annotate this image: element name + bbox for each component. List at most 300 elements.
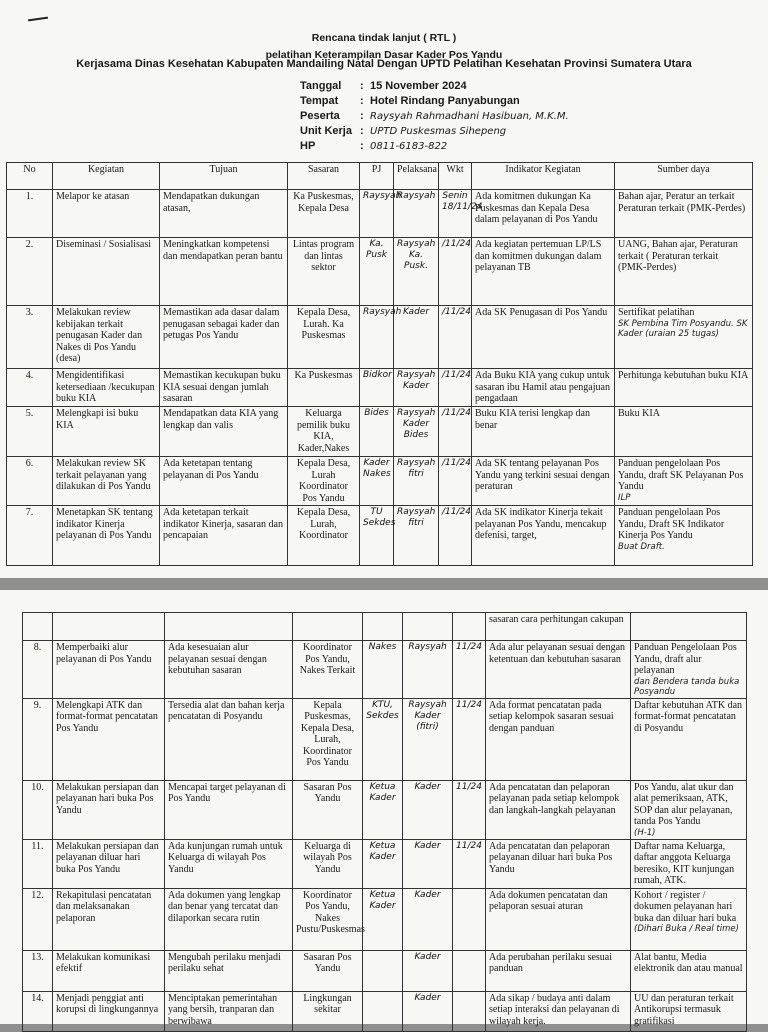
indikator-cell-text: Ada dokumen pencatatan dan pelaporan sesuai aturan	[489, 889, 608, 912]
kegiatan-cell	[53, 613, 165, 641]
rtl-table-page-2	[22, 612, 747, 1032]
tujuan-cell	[160, 369, 288, 407]
sasaran-cell	[288, 506, 360, 566]
pelaksana-cell	[394, 506, 439, 566]
table-row	[7, 306, 753, 369]
sumber-daya-cell-text: Bahan ajar, Peratur an terkait Peraturan terkait (PMK-Perdes)	[618, 191, 746, 214]
wkt-cell-text: /11/24	[442, 507, 471, 517]
tujuan-cell-text: Tersedia alat dan bahan kerja pencatatan di Posyandu	[168, 699, 285, 722]
indikator-cell	[486, 950, 631, 991]
sasaran-cell-text: Koordinator Pos Yandu, Nakes Pustu/Puskesmas	[296, 889, 365, 935]
row-number-text: 14.	[31, 992, 44, 1004]
document-page-2	[0, 590, 768, 1027]
pelaksana-cell	[403, 613, 453, 641]
sumber-daya-cell	[631, 613, 747, 641]
tujuan-cell-text: Mendapatkan data KIA yang lengkap dan valis	[163, 408, 279, 431]
sumber-daya-cell	[631, 641, 747, 699]
wkt-cell-text: /11/24	[442, 408, 471, 418]
sumber-daya-cell	[631, 839, 747, 888]
kegiatan-cell-text: Melapor ke atasan	[56, 191, 130, 202]
sumber-daya-cell-text: Pos Yandu, alat ukur dan alat pemeriksaan, ATK, SOP dan alur pelayanan, tanda Pos Yandu	[634, 781, 734, 827]
table-row	[23, 991, 747, 1031]
tujuan-cell	[165, 698, 293, 780]
row-number	[7, 506, 53, 566]
kegiatan-cell	[53, 839, 165, 888]
table-row	[23, 780, 747, 839]
column-header: Indikator Kegiatan	[472, 163, 615, 190]
handwritten-note: ILP	[618, 492, 631, 503]
indikator-cell	[486, 698, 631, 780]
table-row	[23, 839, 747, 888]
field-label: Tempat	[300, 95, 339, 107]
tujuan-cell-text: Mendapatkan dukungan atasan,	[163, 191, 260, 214]
pj-cell-text: Bidkor	[363, 370, 392, 380]
field-separator: :	[360, 95, 364, 107]
row-number	[23, 641, 53, 699]
sasaran-cell-text: Kepala Desa, Lurah Koordinator Pos Yandu	[296, 458, 351, 504]
kegiatan-cell-text: Mengidentifikasi ketersediaan /kecukupan buku KIA	[56, 370, 155, 404]
row-number	[7, 306, 53, 369]
row-number-text: 7.	[25, 507, 34, 518]
kegiatan-cell	[53, 641, 165, 699]
field-value: 15 November 2024	[370, 80, 467, 92]
field-separator: :	[360, 80, 364, 92]
sumber-daya-cell	[631, 780, 747, 839]
table-row	[23, 888, 747, 950]
kegiatan-cell	[53, 780, 165, 839]
field-tempat	[300, 95, 520, 107]
indikator-cell-text: Ada SK tentang pelayanan Pos Yandu yang terkini sesuai dengan peraturan	[475, 458, 610, 492]
table-body	[7, 190, 753, 566]
wkt-cell	[453, 613, 486, 641]
sasaran-cell-text: Kepala Desa, Lurah. Ka Puskesmas	[296, 307, 351, 341]
tujuan-cell	[165, 888, 293, 950]
handwritten-note: SK Pembina Tim Posyandu. SK Kader (uraian 25 tugas)	[618, 318, 748, 339]
table-row	[23, 698, 747, 780]
wkt-cell	[453, 950, 486, 991]
wkt-cell	[439, 306, 472, 369]
sumber-daya-cell-text: Panduan pengelolaan Pos Yandu, draft SK Pelayanan Pos Yandu	[618, 458, 744, 492]
pj-cell	[360, 457, 394, 506]
row-number	[7, 457, 53, 506]
kegiatan-cell-text: Melakukan persiapan dan pelayanan diluar hari buka Pos Yandu	[56, 840, 159, 875]
pelaksana-cell	[394, 238, 439, 306]
document-org-line: Kerjasama Dinas Kesehatan Kabupaten Mandailing Natal Dengan UPTD Pelatihan Kesehatan Provinsi Sumatera Utara	[76, 58, 692, 70]
row-number-text: 1.	[25, 191, 34, 202]
column-header: Pelaksana	[394, 163, 439, 190]
tujuan-cell-text: Ada ketetapan terkait indikator Kinerja, sasaran dan pencapaian	[163, 507, 283, 541]
wkt-cell	[453, 839, 486, 888]
wkt-cell-text: 11/24	[456, 642, 482, 652]
kegiatan-cell-text: Melakukan komunikasi efektif	[56, 951, 151, 974]
tujuan-cell	[160, 190, 288, 238]
row-number-text: 2.	[25, 239, 34, 250]
wkt-cell	[453, 888, 486, 950]
wkt-cell	[439, 238, 472, 306]
indikator-cell-text: Ada sikap / budaya anti dalam setiap interaksi dan pelayanan di wilayah kerja.	[489, 992, 620, 1027]
row-number-text: 9.	[33, 699, 42, 711]
pelaksana-cell	[403, 698, 453, 780]
field-label: Peserta	[300, 110, 340, 122]
tujuan-cell	[165, 780, 293, 839]
field-value: UPTD Puskesmas Sihepeng	[370, 126, 507, 137]
pelaksana-cell-text: Raysyah Kader	[397, 370, 436, 391]
pelaksana-cell	[403, 839, 453, 888]
pelaksana-cell	[403, 991, 453, 1031]
field-label: HP	[300, 140, 316, 152]
indikator-cell	[472, 369, 615, 407]
row-number	[7, 369, 53, 407]
sasaran-cell-text: Keluarga di wilayah Pos Yandu	[303, 840, 352, 875]
kegiatan-cell	[53, 306, 160, 369]
indikator-cell-text: sasaran cara perhitungan cakupan	[489, 614, 624, 625]
sumber-daya-cell-text: Panduan pengelolaan Pos Yandu, Draft SK Indikator Kinerja Pos Yandu	[618, 507, 725, 541]
tujuan-cell-text: Ada ketetapan tentang pelayanan di Pos Yandu	[163, 458, 259, 481]
kegiatan-cell-text: Melakukan review kebijakan terkait penugasan Kader dan Nakes di Pos Yandu (desa)	[56, 307, 143, 364]
row-number-text: 5.	[25, 408, 34, 419]
sasaran-cell	[293, 613, 363, 641]
pj-cell-text: Raysyah	[363, 191, 402, 201]
sumber-daya-cell	[615, 506, 753, 566]
table-header-row	[7, 163, 753, 190]
indikator-cell	[486, 613, 631, 641]
kegiatan-cell-text: Melakukan review SK terkait pelayanan yang dilakukan di Pos Yandu	[56, 458, 151, 492]
row-number	[23, 780, 53, 839]
indikator-cell-text: Ada perubahan perilaku sesuai panduan	[489, 951, 613, 974]
indikator-cell	[472, 238, 615, 306]
tujuan-cell-text: Mencapai target pelayanan di Pos Yandu	[168, 781, 286, 804]
column-header: PJ	[360, 163, 394, 190]
sasaran-cell-text: Lingkungan sekitar	[303, 992, 352, 1015]
tujuan-cell	[160, 506, 288, 566]
pj-cell-text: Nakes	[368, 642, 397, 652]
sumber-daya-cell	[631, 698, 747, 780]
field-value: Raysyah Rahmadhani Hasibuan, M.K.M.	[370, 111, 569, 122]
pj-cell	[363, 888, 403, 950]
kegiatan-cell-text: Menjadi penggiat anti korupsi di lingkungannya	[56, 992, 159, 1015]
handwritten-note: dan Bendera tanda buka Posyandu	[634, 676, 740, 697]
sumber-daya-cell-text: Kohort / register / dokumen pelayanan hari buka dan diluar hari buka	[634, 889, 737, 924]
tujuan-cell-text: Memastikan kecukupan buku KIA sesuai dengan jumlah sasaran	[163, 370, 281, 404]
sasaran-cell	[293, 780, 363, 839]
indikator-cell-text: Ada pencatatan dan pelaporan pelayanan diluar hari buka Pos Yandu	[489, 840, 613, 875]
field-separator: :	[360, 125, 364, 137]
sumber-daya-cell-text: Daftar kebutuhan ATK dan format-format pencatatan di Posyandu	[634, 699, 743, 734]
handwritten-note: Buat Draft.	[618, 541, 665, 552]
document-title: Rencana tindak lanjut ( RTL )	[311, 32, 457, 44]
sasaran-cell	[288, 407, 360, 457]
wkt-cell-text: /11/24	[442, 307, 471, 317]
pj-cell	[363, 698, 403, 780]
pelaksana-cell-text: Kader	[414, 840, 441, 851]
tujuan-cell	[165, 991, 293, 1031]
table-row	[23, 950, 747, 991]
sasaran-cell-text: Koordinator Pos Yandu, Nakes Terkait	[299, 642, 356, 676]
sasaran-cell-text: Kepala Puskesmas, Kepala Desa, Lurah, Koordinator Pos Yandu	[300, 699, 355, 768]
pelaksana-cell	[403, 641, 453, 699]
row-number-text: 6.	[25, 458, 34, 469]
field-separator: :	[360, 140, 364, 152]
wkt-cell	[453, 698, 486, 780]
pj-cell-text: Ka. Pusk	[365, 239, 388, 260]
kegiatan-cell	[53, 190, 160, 238]
indikator-cell	[486, 991, 631, 1031]
handwritten-note: (Dihari Buka / Real time)	[634, 924, 739, 934]
pelaksana-cell	[394, 190, 439, 238]
wkt-cell	[453, 641, 486, 699]
column-header: Tujuan	[160, 163, 288, 190]
handwritten-note: (H-1)	[634, 827, 656, 838]
sasaran-cell	[288, 369, 360, 407]
table-row	[7, 506, 753, 566]
pelaksana-cell	[403, 780, 453, 839]
pj-cell-text: Ketua Kader	[369, 889, 396, 911]
wkt-cell	[439, 506, 472, 566]
wkt-cell	[439, 407, 472, 457]
pelaksana-cell-text: Kader	[402, 307, 430, 317]
field-unit-kerja	[300, 125, 506, 137]
row-number-text: 8.	[33, 642, 42, 653]
tujuan-cell-text: Mengubah perilaku menjadi perilaku sehat	[168, 951, 281, 974]
sasaran-cell	[293, 888, 363, 950]
indikator-cell-text: Ada format pencatatan pada setiap kelompok sasaran sesuai dengan panduan	[489, 699, 614, 734]
sasaran-cell-text: Keluarga pemilik buku KIA, Kader,Nakes	[296, 408, 351, 454]
document-subtitle: pelatihan Keterampilan Dasar Kader Pos Yandu	[265, 49, 503, 61]
table-row	[7, 407, 753, 457]
pelaksana-cell-text: Kader	[414, 781, 441, 792]
kegiatan-cell-text: Memperbaiki alur pelayanan di Pos Yandu	[56, 642, 152, 665]
indikator-cell-text: Ada pencatatan dan pelaporan pelayanan pada setiap kelompok dan langkah-langkah pelayanan	[489, 781, 620, 816]
kegiatan-cell	[53, 950, 165, 991]
kegiatan-cell-text: Rekapitulasi pencatatan dan melaksanakan pelaporan	[56, 889, 152, 924]
sumber-daya-cell	[631, 950, 747, 991]
tujuan-cell	[160, 306, 288, 369]
sasaran-cell	[288, 457, 360, 506]
pelaksana-cell	[394, 457, 439, 506]
pj-cell	[363, 780, 403, 839]
pj-cell	[360, 306, 402, 369]
row-number	[23, 991, 53, 1031]
kegiatan-cell	[53, 991, 165, 1031]
row-number	[23, 698, 53, 780]
row-number-text: 12.	[31, 889, 44, 901]
pelaksana-cell-text: Kader	[414, 889, 441, 900]
pj-cell	[360, 369, 394, 407]
indikator-cell	[472, 306, 615, 369]
kegiatan-cell-text: Menetapkan SK tentang indikator Kinerja pelayanan di Pos Yandu	[56, 507, 153, 541]
table-row	[7, 190, 753, 238]
kegiatan-cell	[53, 407, 160, 457]
pj-cell-text: Ketua Kader	[369, 840, 396, 862]
wkt-cell	[439, 190, 483, 238]
row-number	[23, 613, 53, 641]
row-number	[23, 839, 53, 888]
pelaksana-cell	[403, 888, 453, 950]
pj-cell	[360, 238, 394, 306]
tujuan-cell	[165, 641, 293, 699]
column-header: No	[7, 163, 53, 190]
sumber-daya-cell	[631, 991, 747, 1031]
wkt-cell-text: Senin 18/11/24	[442, 191, 483, 212]
indikator-cell	[486, 780, 631, 839]
field-value: 0811-6183-822	[370, 141, 448, 152]
sasaran-cell	[288, 306, 360, 369]
sumber-daya-cell-text: Alat bantu, Media elektronik dan atau manual	[634, 951, 743, 974]
table-row	[23, 641, 747, 699]
pj-cell-text: TU Sekdes	[363, 507, 396, 528]
wkt-cell-text: /11/24	[442, 458, 471, 468]
indikator-cell-text: Ada komitmen dukungan Ka Puskesmas dan Kepala Desa dalam pelayanan di Pos Yandu	[475, 191, 598, 225]
sasaran-cell-text: Lintas program dan lintas sektor	[292, 239, 355, 273]
column-header: Sasaran	[288, 163, 360, 190]
sasaran-cell	[293, 698, 363, 780]
wkt-cell-text: 11/24	[456, 840, 482, 851]
pj-cell	[360, 190, 402, 238]
tujuan-cell-text: Meningkatkan kompetensi dan mendapatkan peran bantu	[163, 239, 283, 262]
table-row	[7, 238, 753, 306]
kegiatan-cell	[53, 888, 165, 950]
sumber-daya-cell-text: Buku KIA	[618, 408, 660, 419]
indikator-cell	[472, 190, 615, 238]
sasaran-cell	[288, 190, 360, 238]
tujuan-cell-text: Menciptakan pemerintahan yang bersih, tranparan dan berwibawa	[168, 992, 278, 1027]
field-label: Unit Kerja	[300, 125, 352, 137]
tujuan-cell	[160, 238, 288, 306]
pj-cell	[363, 641, 403, 699]
table-row	[7, 457, 753, 506]
column-header: Sumber daya	[615, 163, 753, 190]
indikator-cell	[472, 457, 615, 506]
sasaran-cell-text: Ka Puskesmas, Kepala Desa	[293, 191, 354, 214]
kegiatan-cell	[53, 238, 160, 306]
pj-cell	[363, 613, 403, 641]
wkt-cell-text: 11/24	[456, 781, 482, 792]
wkt-cell	[453, 780, 486, 839]
sasaran-cell-text: Sasaran Pos Yandu	[303, 951, 352, 974]
sumber-daya-cell-text: UU dan peraturan terkait Antikorupsi termasuk gratifikasi	[634, 992, 734, 1027]
sumber-daya-cell	[615, 190, 753, 238]
pelaksana-cell	[394, 407, 439, 457]
indikator-cell	[472, 407, 615, 457]
tujuan-cell	[165, 839, 293, 888]
wkt-cell	[439, 457, 472, 506]
table-row	[7, 369, 753, 407]
pj-cell	[363, 950, 403, 991]
sasaran-cell	[288, 238, 360, 306]
wkt-cell	[439, 369, 472, 407]
indikator-cell-text: Ada Buku KIA yang cukup untuk sasaran ibu Hamil atau pengajuan pengadaan	[475, 370, 610, 404]
sumber-daya-cell	[631, 888, 747, 950]
pj-cell	[360, 407, 394, 457]
tujuan-cell	[160, 457, 288, 506]
tujuan-cell-text: Memastikan ada dasar dalam penugasan sebagai kader dan petugas Pos Yandu	[163, 307, 280, 341]
kegiatan-cell	[53, 506, 160, 566]
pelaksana-cell-text: Raysyah Kader Bides	[397, 408, 436, 440]
row-number	[7, 238, 53, 306]
field-tanggal	[300, 80, 467, 92]
kegiatan-cell-text: Melakukan persiapan dan pelayanan hari buka Pos Yandu	[56, 781, 159, 816]
row-number-text: 4.	[25, 370, 34, 381]
row-number-text: 3.	[25, 307, 34, 318]
kegiatan-cell-text: Diseminasi / Sosialisasi	[56, 239, 151, 250]
wkt-cell-text: 11/24	[456, 699, 482, 710]
sasaran-cell-text: Kepala Desa, Lurah, Koordinator	[296, 507, 351, 541]
pen-mark	[28, 17, 48, 22]
column-header: Wkt	[439, 163, 472, 190]
indikator-cell-text: Ada kegiatan pertemuan LP/LS dan komitmen dukungan dalam pelayanan TB	[475, 239, 602, 273]
pj-cell-text: Bides	[364, 408, 389, 418]
column-header: Kegiatan	[53, 163, 160, 190]
indikator-cell-text: Ada SK Penugasan di Pos Yandu	[475, 307, 608, 318]
pelaksana-cell-text: Raysyah fitri	[397, 458, 436, 479]
kegiatan-cell	[53, 698, 165, 780]
pj-cell-text: Ketua Kader	[369, 781, 396, 803]
pj-cell-text: Kader Nakes	[363, 458, 391, 479]
tujuan-cell	[160, 407, 288, 457]
wkt-cell-text: /11/24	[442, 239, 471, 249]
tujuan-cell-text: Ada dokumen yang lengkap dan benar yang tercatat dan dilaporkan secara rutin	[168, 889, 281, 924]
field-value: Hotel Rindang Panyabungan	[370, 95, 520, 107]
sasaran-cell	[293, 839, 363, 888]
sumber-daya-cell-text: Sertifikat pelatihan	[618, 307, 695, 318]
indikator-cell-text: Ada alur pelayanan sesuai dengan ketentuan dan kebutuhan sasaran	[489, 642, 626, 665]
sumber-daya-cell	[615, 306, 753, 369]
pj-cell-text: KTU, Sekdes	[366, 699, 399, 721]
field-hp	[300, 140, 447, 152]
tujuan-cell-text: Ada kesesuaian alur pelayanan sesuai dengan kebutuhan sasaran	[168, 642, 267, 676]
field-peserta	[300, 110, 569, 122]
sasaran-cell	[293, 991, 363, 1031]
field-separator: :	[360, 110, 364, 122]
indikator-cell-text: Buku KIA terisi lengkap dan benar	[475, 408, 590, 431]
kegiatan-cell	[53, 457, 160, 506]
tujuan-cell	[165, 950, 293, 991]
kegiatan-cell-text: Melengkapi isi buku KIA	[56, 408, 139, 431]
rtl-table-page-1	[6, 162, 753, 566]
sumber-daya-cell	[615, 457, 753, 506]
kegiatan-cell-text: Melengkapi ATK dan format-format pencatatan Pos Yandu	[56, 699, 158, 734]
pj-cell	[360, 506, 394, 566]
row-number	[7, 190, 53, 238]
indikator-cell	[486, 839, 631, 888]
sasaran-cell	[293, 641, 363, 699]
pelaksana-cell	[403, 950, 453, 991]
sumber-daya-cell-text: Perhitunga kebutuhan buku KIA	[618, 370, 749, 381]
pelaksana-cell-text: Raysyah	[397, 191, 436, 201]
kegiatan-cell	[53, 369, 160, 407]
pj-cell	[363, 839, 403, 888]
indikator-cell	[486, 888, 631, 950]
row-number-text: 10.	[31, 781, 44, 793]
pelaksana-cell	[394, 369, 439, 407]
table-body	[23, 613, 747, 1032]
sasaran-cell-text: Sasaran Pos Yandu	[303, 781, 352, 804]
indikator-cell	[486, 641, 631, 699]
row-number-text: 13.	[31, 951, 44, 963]
table-row	[23, 613, 747, 641]
sumber-daya-cell-text: UANG, Bahan ajar, Peraturan terkait ( Peraturan terkait (PMK-Perdes)	[618, 239, 738, 273]
pelaksana-cell-text: Raysyah Kader (fitri)	[408, 699, 447, 732]
sumber-daya-cell-text: Daftar nama Keluarga, daftar anggota Keluarga beresiko, KIT kunjungan rumah, ATK.	[634, 840, 735, 886]
field-label: Tanggal	[300, 80, 342, 92]
pj-cell-text: Raysyah	[363, 307, 402, 317]
pelaksana-cell-text: Raysyah Ka. Pusk.	[397, 239, 436, 271]
indikator-cell	[472, 506, 615, 566]
row-number	[23, 950, 53, 991]
wkt-cell-text: /11/24	[442, 370, 471, 380]
pelaksana-cell-text: Raysyah	[408, 642, 447, 652]
pelaksana-cell-text: Kader	[414, 992, 441, 1003]
